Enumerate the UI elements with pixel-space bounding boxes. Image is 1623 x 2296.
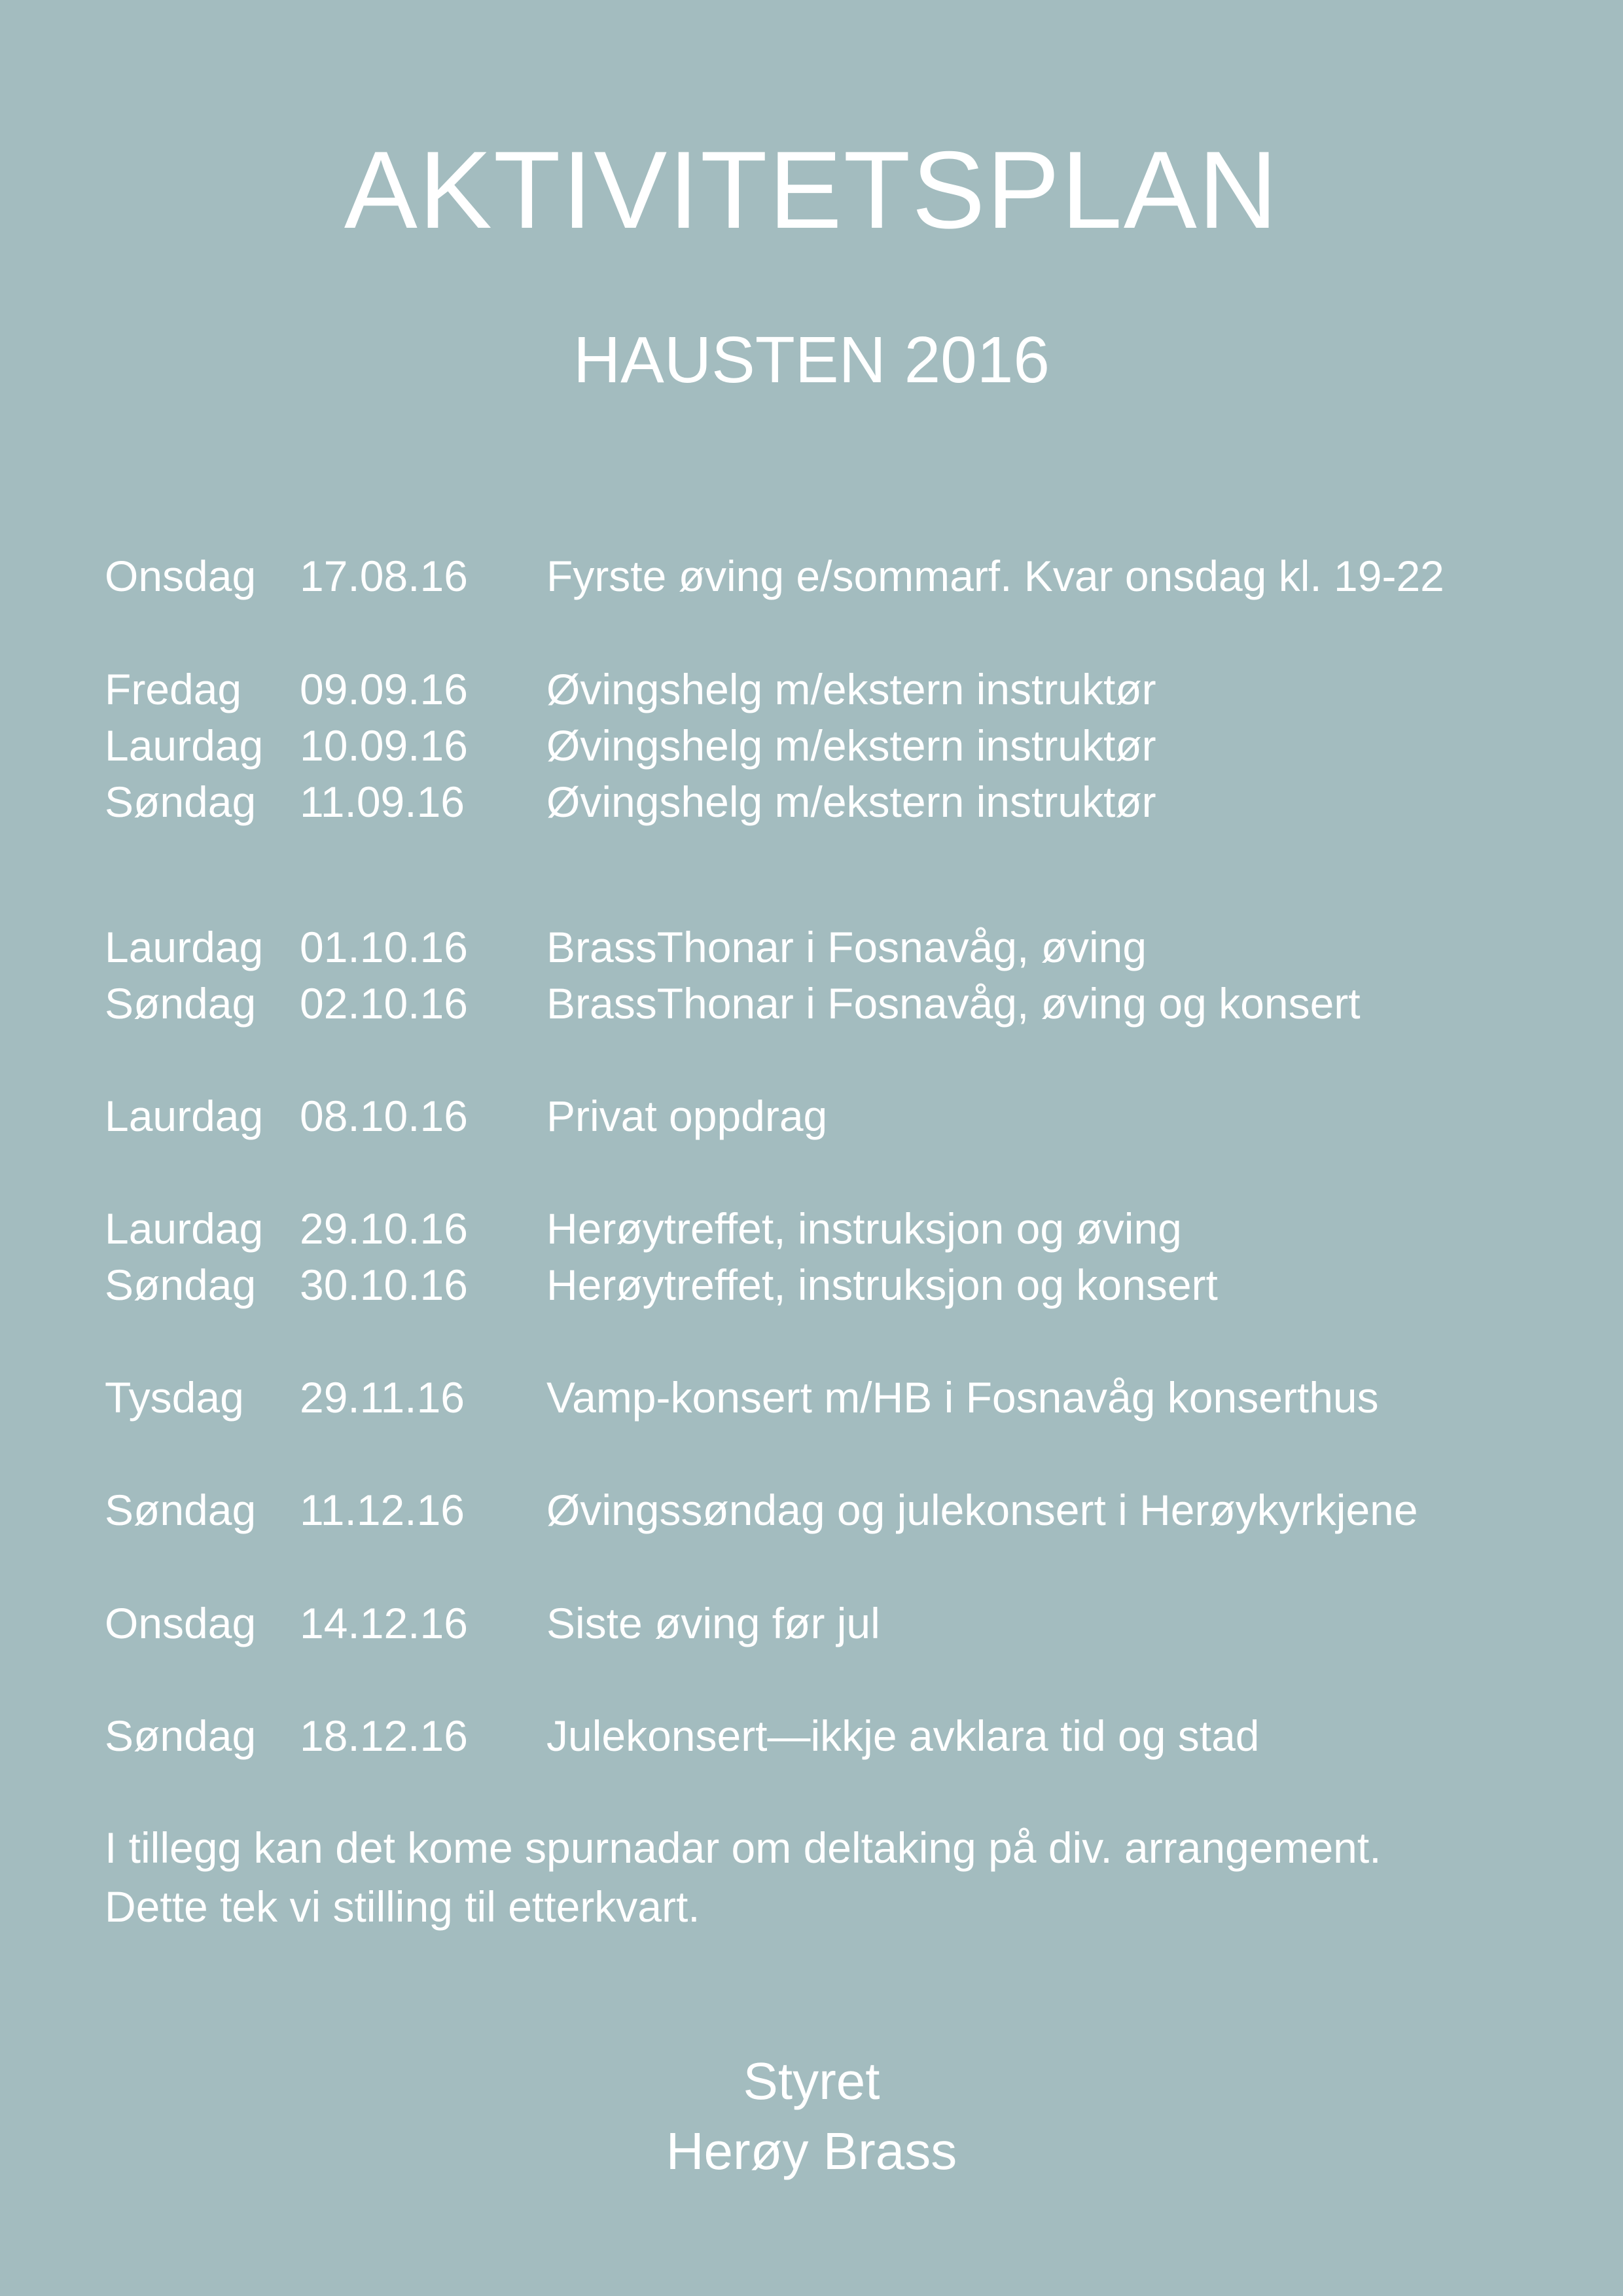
schedule-date: 29.11.16: [300, 1373, 465, 1422]
schedule-day: Søndag: [105, 979, 257, 1028]
schedule-day: Søndag: [105, 1486, 257, 1534]
schedule-date: 01.10.16: [300, 923, 468, 971]
schedule-day: Onsdag: [105, 1599, 257, 1647]
schedule-day: Laurdag: [105, 1204, 264, 1253]
schedule-day: Tysdag: [105, 1373, 244, 1422]
schedule-day: Laurdag: [105, 721, 264, 770]
footnote-line: I tillegg kan det kome spurnadar om deltaking på div. arrangement.: [105, 1823, 1382, 1872]
schedule-description: Øvingshelg m/ekstern instruktør: [546, 778, 1156, 826]
schedule-description: Fyrste øving e/sommarf. Kvar onsdag kl. 19-22: [546, 552, 1444, 600]
schedule-description: Herøytreffet, instruksjon og konsert: [546, 1261, 1218, 1309]
schedule-day: Laurdag: [105, 923, 264, 971]
schedule-date: 30.10.16: [300, 1261, 468, 1309]
schedule-date: 14.12.16: [300, 1599, 468, 1647]
schedule-date: 10.09.16: [300, 721, 468, 770]
signature-board: Styret: [743, 2052, 880, 2110]
page-title: AKTIVITETSPLAN: [344, 128, 1279, 251]
schedule-date: 18.12.16: [300, 1712, 468, 1760]
schedule-day: Laurdag: [105, 1092, 264, 1140]
schedule-day: Søndag: [105, 1712, 257, 1760]
schedule-description: BrassThonar i Fosnavåg, øving: [546, 923, 1147, 971]
schedule-description: BrassThonar i Fosnavåg, øving og konsert: [546, 979, 1361, 1028]
schedule-date: 08.10.16: [300, 1092, 468, 1140]
schedule-date: 11.09.16: [300, 778, 465, 826]
schedule-day: Søndag: [105, 778, 257, 826]
schedule-description: Julekonsert—ikkje avklara tid og stad: [546, 1712, 1260, 1760]
schedule-description: Øvingshelg m/ekstern instruktør: [546, 665, 1156, 713]
schedule-day: Søndag: [105, 1261, 257, 1309]
schedule-date: 02.10.16: [300, 979, 468, 1028]
schedule-date: 11.12.16: [300, 1486, 465, 1534]
schedule-description: Øvingshelg m/ekstern instruktør: [546, 721, 1156, 770]
schedule-description: Herøytreffet, instruksjon og øving: [546, 1204, 1182, 1253]
schedule-description: Vamp-konsert m/HB i Fosnavåg konserthus: [546, 1373, 1379, 1422]
schedule-description: Siste øving før jul: [546, 1599, 880, 1647]
schedule-date: 17.08.16: [300, 552, 468, 600]
footnote-line: Dette tek vi stilling til etterkvart.: [105, 1882, 700, 1931]
page-subtitle: HAUSTEN 2016: [573, 323, 1050, 397]
schedule-date: 29.10.16: [300, 1204, 468, 1253]
schedule-description: Privat oppdrag: [546, 1092, 828, 1140]
schedule-description: Øvingssøndag og julekonsert i Herøykyrkjene: [546, 1486, 1418, 1534]
signature-organization: Herøy Brass: [666, 2122, 957, 2180]
schedule-day: Fredag: [105, 665, 242, 713]
footnote: [105, 1818, 1558, 1936]
schedule-day: Onsdag: [105, 552, 257, 600]
schedule-date: 09.09.16: [300, 665, 468, 713]
